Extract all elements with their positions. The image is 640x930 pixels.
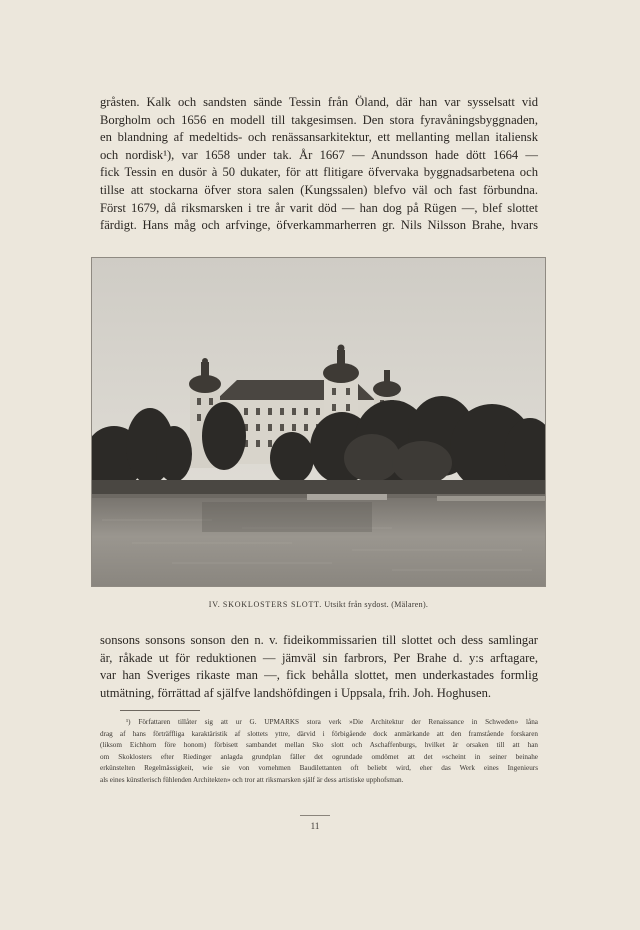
text-line: Borgholm och 1656 en modell till takgesimsen. Den stora fyravåningsbyggnaden, xyxy=(100,112,538,127)
text-line: var han Sveriges rikaste man —, fick behålla slottet, men underkastades formlig xyxy=(100,668,538,683)
text-line: Först 1679, då riksmarsken i tre år varit död — han dog på Rügen —, blef slottet xyxy=(100,200,538,215)
footnote-divider xyxy=(120,710,200,711)
footnote-line: erkünstelten Regelmässigkeit, wie sie von vornehmen Baudilettanten oft beliebt wird, eher das Werk eines Ingenieurs xyxy=(100,764,538,773)
text-line: färdigt. Hans måg och arfvinge, öfverkammarherren gr. Nils Nilsson Brahe, hvars xyxy=(100,218,538,233)
caption-title: SKOKLOSTERS SLOTT. xyxy=(222,600,323,609)
text-line: fick Tessin en dusör à 50 dukater, för att flitigare öfvervaka byggnadsarbetena och xyxy=(100,165,538,180)
castle-photograph-drawing xyxy=(92,258,545,586)
text-line: utmätning, förrättad af själfve landshöfdingen i Uppsala, frih. Joh. Hoghusen. xyxy=(100,685,492,700)
text-line: gråsten. Kalk och sandsten sände Tessin från Öland, där han var sysselsatt vid xyxy=(100,95,538,109)
footnote xyxy=(100,717,538,787)
body-paragraph-top xyxy=(100,94,538,235)
text-line: och nordisk¹), var 1658 under tak. År 1667 — Anundsson hade dött 1664 — xyxy=(100,147,538,162)
caption-detail: Utsikt från sydost. (Mälaren). xyxy=(324,600,429,609)
footnote-line: ¹) Författaren tillåter sig att ur G. UPMARKS stora verk »Die Architektur der Renaissance in Schweden» låna xyxy=(126,718,538,726)
page-number: 11 xyxy=(310,821,320,831)
castle-photograph xyxy=(91,257,546,587)
text-line: tillse att stockarna öfver stora salen (Kungssalen) blefvo väl och fast förbundna. xyxy=(100,182,538,197)
text-line: en blandning af medeltids- och renässansarkitektur, ett mellanting mellan italiensk xyxy=(100,130,538,145)
plate-caption xyxy=(91,600,546,609)
footnote-line: om Skoklosters efter Riedinger anlagda grundplan fäller det ogrundade omdömet att det »scheint in seiner beinahe xyxy=(100,752,538,761)
footnote-line: als eines künstlerisch fühlenden Architekten» och tror att riksmarsken själf är dess artistiske upphofsman. xyxy=(100,775,404,784)
text-line: sonsons sonsons sonson den n. v. fideikommissarien till slottet och dess samlingar xyxy=(100,633,538,647)
page-number-rule xyxy=(300,815,330,816)
footnote-line: drag af hans förträffliga karaktäristik af slottets yttre, därvid i förbigående dock anmärkande att den framstående forskaren xyxy=(100,729,538,738)
footnote-line: (liksom Eichhorn före honom) förbisett sambandet mellan Sko slott och Aschaffenburgs, hvilket är orsaken till att han xyxy=(100,741,538,750)
caption-number: IV. xyxy=(208,600,221,609)
body-paragraph-bottom xyxy=(100,632,538,702)
text-line: är, råkade ut för reduktionen — jämväl sin farbrors, Per Brahe d. y:s arftagare, xyxy=(100,650,538,665)
